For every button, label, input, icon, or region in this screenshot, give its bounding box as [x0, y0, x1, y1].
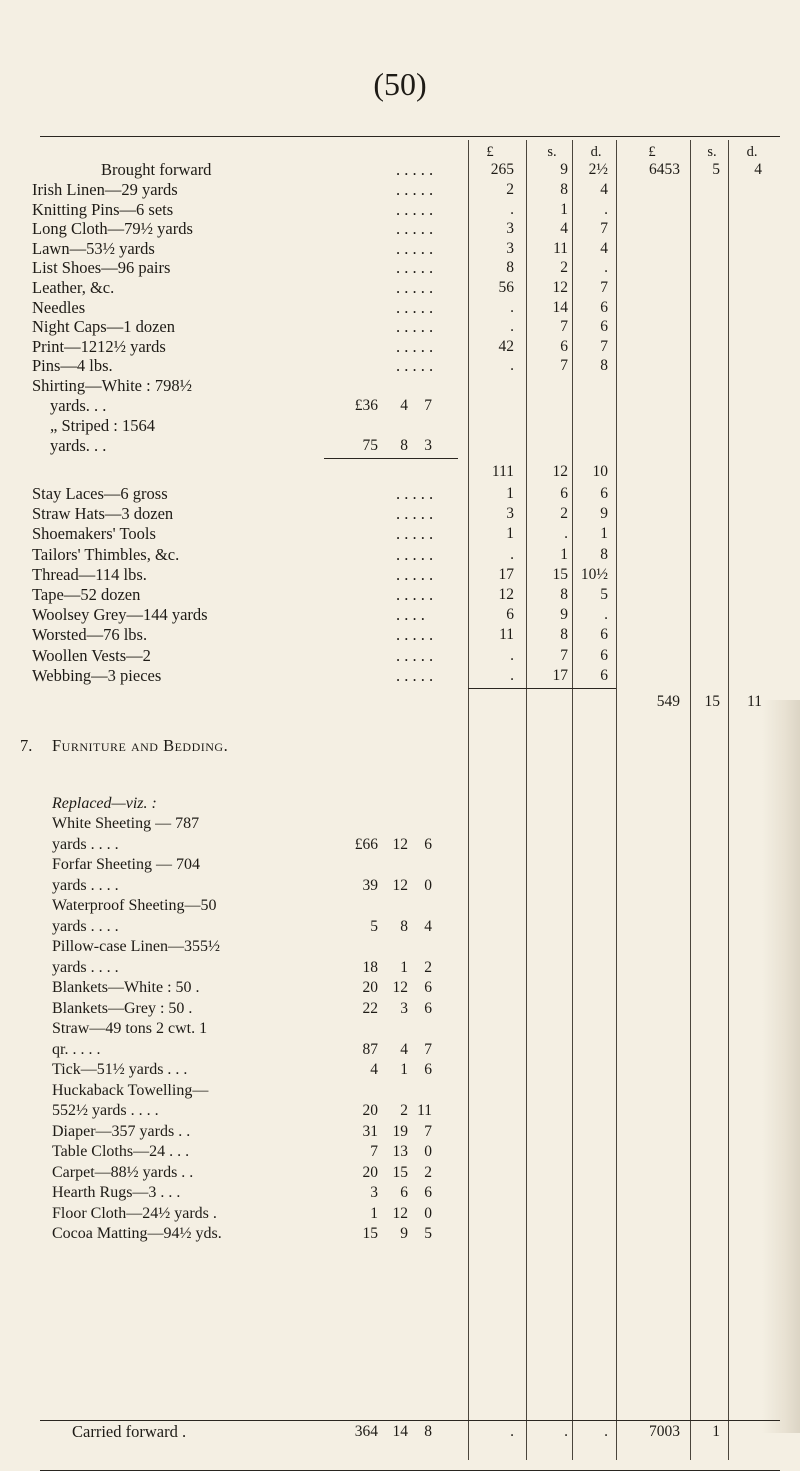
item-amount-pence: 7: [600, 279, 608, 296]
header-shillings-mid: s.: [547, 144, 557, 160]
item-amount-pounds: 3: [370, 1184, 378, 1201]
item-amount-shillings: 2: [560, 505, 568, 523]
item-label: List Shoes—96 pairs: [32, 258, 171, 278]
page-number: (50): [373, 66, 427, 102]
shirting-total-shillings: 12: [552, 463, 568, 480]
section-title: Furniture and Bedding.: [52, 736, 229, 755]
item-amount-shillings: 8: [400, 917, 408, 935]
item-amount-pence: 6: [600, 298, 608, 316]
item-amount-pounds: .: [510, 318, 514, 336]
item-amount-pounds: .: [510, 646, 514, 664]
item-amount-shillings: 12: [392, 1204, 408, 1222]
item-label: yards . . . .: [52, 917, 119, 935]
leader-dots: . . . . .: [396, 625, 434, 645]
item-label: yards . . . .: [52, 835, 119, 853]
carried-forward-total-shillings: 1: [712, 1423, 720, 1440]
header-pounds-right: £: [648, 144, 656, 160]
header-pence-right: d.: [746, 144, 758, 160]
item-amount-shillings: 3: [400, 999, 408, 1017]
leader-dots: . . . . .: [396, 258, 434, 278]
header-shillings-right: s.: [707, 144, 717, 160]
shirting-striped-yards: yards. . .: [50, 436, 107, 455]
item-label: Hearth Rugs—3 . . .: [52, 1184, 181, 1201]
item-label: Pins—4 lbs.: [32, 356, 113, 376]
item-label: Woollen Vests—2: [32, 645, 151, 665]
section-subtotal-shillings: 15: [704, 693, 720, 710]
item-amount-pounds: 3: [506, 239, 514, 257]
item-amount-shillings: 9: [560, 606, 568, 624]
item-label: Thread—114 lbs.: [32, 564, 147, 584]
leader-dots: . . . . .: [396, 564, 434, 584]
item-label: Diaper—357 yards . .: [52, 1122, 191, 1140]
item-label: Huckaback Towelling—: [52, 1081, 209, 1099]
item-amount-pence: 10½: [580, 565, 608, 583]
item-label: Leather, &c.: [32, 278, 115, 297]
item-amount-shillings: 1: [560, 200, 568, 218]
shirting-white-pounds: £36: [354, 397, 378, 414]
item-amount-pence: 4: [424, 917, 432, 935]
leader-dots: . . . . .: [396, 356, 434, 376]
item-amount-pence: 1: [600, 525, 608, 543]
section-subtotal-pounds: 549: [656, 693, 680, 710]
item-amount-shillings: 2: [400, 1102, 408, 1119]
section-subtotal-pence: 11: [747, 693, 762, 710]
item-amount-pounds: 12: [498, 586, 514, 603]
item-amount-pounds: 4: [370, 1061, 378, 1078]
item-amount-pounds: 20: [362, 1163, 378, 1181]
item-amount-shillings: 6: [560, 337, 568, 355]
item-label: Woolsey Grey—144 yards: [32, 605, 208, 625]
shirting-striped-pence: 3: [424, 437, 432, 454]
item-amount-pence: 7: [600, 220, 608, 238]
item-amount-pence: 11: [417, 1102, 432, 1119]
item-amount-pence: 6: [424, 979, 432, 996]
item-label: Shoemakers' Tools: [32, 524, 156, 544]
item-label: Blankets—White : 50 .: [52, 979, 200, 996]
item-amount-shillings: 7: [560, 646, 568, 664]
item-amount-shillings: 14: [552, 298, 568, 316]
carried-forward-rule: [40, 1420, 780, 1421]
leader-dots: . . . . .: [396, 278, 434, 297]
item-label: Tape—52 dozen: [32, 585, 141, 604]
leader-dots: . . . . .: [396, 484, 434, 503]
shirting-label: Shirting—White : 798½: [32, 376, 192, 395]
item-amount-shillings: 13: [392, 1143, 408, 1160]
item-amount-pence: 2: [424, 958, 432, 976]
brought-forward-pence: 2½: [588, 161, 608, 178]
item-label: yards . . . .: [52, 958, 119, 976]
shirting-striped-pounds: 75: [362, 437, 378, 454]
item-label: Pillow-case Linen—355½: [52, 938, 220, 955]
item-amount-pounds: .: [510, 545, 514, 563]
item-amount-pounds: 39: [362, 876, 378, 894]
item-amount-pence: 0: [424, 876, 432, 894]
brought-forward-shillings: 9: [560, 161, 568, 178]
col-rule-right-pence: [728, 140, 729, 1460]
item-amount-pounds: 1: [370, 1204, 378, 1222]
item-amount-pence: 8: [600, 357, 608, 375]
item-label: Tailors' Thimbles, &c.: [32, 544, 180, 564]
item-amount-pence: 0: [424, 1143, 432, 1160]
leader-dots: . . . . .: [396, 645, 434, 665]
item-amount-shillings: 7: [560, 318, 568, 336]
item-amount-shillings: 12: [392, 876, 408, 894]
item-amount-pounds: 6: [506, 606, 514, 624]
carried-forward-dots-shillings: .: [564, 1423, 568, 1440]
item-amount-shillings: 6: [560, 485, 568, 502]
item-amount-shillings: 12: [552, 279, 568, 296]
leader-dots: . . . . .: [396, 504, 434, 524]
item-label: Needles: [32, 297, 86, 317]
item-amount-pounds: 22: [362, 999, 378, 1017]
item-label: Floor Cloth—24½ yards .: [52, 1204, 217, 1222]
item-amount-pounds: .: [510, 666, 514, 684]
item-amount-pence: 4: [600, 239, 608, 257]
item-amount-shillings: .: [564, 525, 568, 543]
item-amount-pounds: .: [510, 357, 514, 375]
item-amount-pence: 6: [600, 318, 608, 336]
item-label: yards . . . .: [52, 876, 119, 894]
carried-forward-dots-pence: .: [604, 1423, 608, 1440]
item-amount-shillings: 17: [552, 666, 568, 684]
header-pounds-mid: £: [486, 144, 494, 160]
item-amount-pence: 6: [600, 666, 608, 684]
item-amount-pounds: 2: [506, 181, 514, 198]
item-amount-pence: 4: [600, 181, 608, 198]
item-label: Worsted—76 lbs.: [32, 625, 148, 645]
col-rule-right-shillings: [690, 140, 691, 1460]
item-amount-pounds: .: [510, 200, 514, 218]
item-amount-pounds: 17: [498, 565, 514, 583]
shirting-striped-shillings: 8: [400, 437, 408, 454]
shirting-subtotal-rule: [324, 458, 458, 459]
leader-dots: . . . . .: [396, 219, 434, 239]
item-amount-shillings: 4: [560, 220, 568, 238]
item-label: Webbing—3 pieces: [32, 665, 162, 685]
item-amount-shillings: 4: [400, 1040, 408, 1058]
item-amount-pounds: .: [510, 298, 514, 316]
brought-forward-pounds: 265: [490, 161, 514, 178]
item-amount-pence: 5: [600, 586, 608, 603]
item-label: Straw—49 tons 2 cwt. 1: [52, 1020, 208, 1037]
section-subtotal-rule: [468, 688, 616, 689]
leader-dots: . . . .: [396, 605, 425, 625]
item-amount-shillings: 1: [400, 1061, 408, 1078]
brought-forward-total-pence: 4: [754, 161, 762, 178]
item-amount-pence: 7: [424, 1040, 432, 1058]
item-amount-shillings: 8: [560, 181, 568, 198]
shirting-white-pence: 7: [424, 397, 432, 414]
item-amount-shillings: 9: [400, 1225, 408, 1242]
item-label: 552½ yards . . . .: [52, 1102, 159, 1119]
leader-dots: . . . . .: [396, 544, 434, 564]
item-label: Table Cloths—24 . . .: [52, 1143, 190, 1160]
item-amount-pounds: 87: [362, 1040, 378, 1058]
section-number: 7.: [20, 736, 33, 755]
item-label: Night Caps—1 dozen: [32, 317, 175, 337]
item-amount-pounds: 20: [362, 1102, 378, 1119]
item-amount-pence: .: [604, 200, 608, 218]
header-pence-mid: d.: [590, 144, 602, 160]
item-label: Print—1212½ yards: [32, 336, 166, 356]
item-amount-shillings: 8: [560, 626, 568, 644]
item-amount-pounds: 3: [506, 220, 514, 238]
item-amount-shillings: 15: [552, 565, 568, 583]
item-label: Tick—51½ yards . . .: [52, 1061, 188, 1078]
page-edge-shadow: [762, 700, 800, 1433]
leader-dots: . . . . .: [396, 524, 434, 544]
col-rule-pence: [572, 140, 573, 1460]
item-label: qr. . . . .: [52, 1040, 101, 1058]
leader-dots: . . . . .: [396, 238, 434, 258]
item-amount-pence: 7: [424, 1122, 432, 1140]
brought-forward-total-shillings: 5: [712, 161, 720, 178]
carried-forward-label: Carried forward .: [72, 1422, 187, 1441]
item-amount-shillings: 12: [392, 979, 408, 996]
item-amount-pence: 9: [600, 505, 608, 523]
leader-dots: . . . . .: [396, 665, 434, 685]
item-amount-pence: 6: [600, 646, 608, 664]
item-amount-pence: 5: [424, 1225, 432, 1242]
item-amount-shillings: 7: [560, 357, 568, 375]
shirting-total-pence: 10: [592, 463, 608, 480]
item-amount-shillings: 19: [392, 1122, 408, 1140]
item-amount-pence: .: [604, 259, 608, 277]
item-amount-shillings: 2: [560, 259, 568, 277]
item-amount-pounds: 42: [498, 337, 514, 355]
item-amount-pence: 6: [424, 835, 432, 853]
item-amount-shillings: 1: [400, 958, 408, 976]
item-amount-pounds: 31: [362, 1122, 378, 1140]
item-amount-pence: 7: [600, 337, 608, 355]
item-amount-pounds: 3: [506, 505, 514, 523]
carried-forward-pounds: 364: [354, 1423, 378, 1440]
item-amount-pence: 8: [600, 545, 608, 563]
item-label: Stay Laces—6 gross: [32, 484, 168, 503]
carried-forward-pence: 8: [424, 1423, 432, 1440]
item-amount-shillings: 11: [553, 239, 568, 257]
item-amount-pence: .: [604, 606, 608, 624]
item-amount-pence: 6: [600, 626, 608, 644]
item-amount-pounds: 7: [370, 1143, 378, 1160]
item-amount-pence: 2: [424, 1163, 432, 1181]
item-amount-pounds: 1: [506, 525, 514, 543]
item-amount-shillings: 8: [560, 586, 568, 603]
leader-dots: . . . . .: [396, 317, 434, 337]
leader-dots: . . . . .: [396, 199, 434, 219]
brought-forward-label: Brought forward: [101, 160, 212, 179]
leader-dots: . . . . .: [396, 180, 434, 199]
brought-forward-dots: . . . . .: [396, 160, 434, 179]
item-amount-pence: 6: [424, 1061, 432, 1078]
item-label: Long Cloth—79½ yards: [32, 219, 193, 239]
item-label: White Sheeting — 787: [52, 815, 200, 832]
col-rule-shillings: [526, 140, 527, 1460]
item-label: Carpet—88½ yards . .: [52, 1163, 194, 1181]
item-amount-pounds: £66: [354, 835, 378, 853]
item-label: Knitting Pins—6 sets: [32, 199, 174, 219]
carried-forward-dots-pounds: .: [510, 1423, 514, 1440]
brought-forward-total-pounds: 6453: [649, 161, 680, 178]
item-amount-shillings: 6: [400, 1184, 408, 1201]
col-rule-right-pounds: [616, 140, 617, 1460]
item-label: Waterproof Sheeting—50: [52, 897, 217, 914]
carried-forward-total-pounds: 7003: [649, 1423, 680, 1440]
item-amount-pounds: 5: [370, 917, 378, 935]
leader-dots: . . . . .: [396, 297, 434, 317]
item-amount-pounds: 15: [362, 1225, 378, 1242]
item-label: Straw Hats—3 dozen: [32, 504, 174, 524]
carried-forward-shillings: 14: [392, 1423, 408, 1440]
leader-dots: . . . . .: [396, 336, 434, 356]
item-label: Blankets—Grey : 50 .: [52, 999, 193, 1017]
item-amount-pence: 6: [600, 485, 608, 502]
leader-dots: . . . . .: [396, 585, 434, 604]
item-amount-pounds: 18: [362, 958, 378, 976]
item-label: Irish Linen—29 yards: [32, 180, 178, 199]
item-amount-pounds: 56: [498, 279, 514, 296]
item-label: Cocoa Matting—94½ yds.: [52, 1225, 222, 1242]
item-label: Lawn—53½ yards: [32, 238, 155, 258]
item-label: Forfar Sheeting — 704: [52, 856, 200, 873]
item-amount-shillings: 15: [392, 1163, 408, 1181]
top-rule: [40, 136, 780, 137]
shirting-white-yards: yards. . .: [50, 396, 107, 415]
item-amount-shillings: 12: [392, 835, 408, 853]
item-amount-pounds: 1: [506, 485, 514, 502]
shirting-total-pounds: 111: [491, 463, 514, 480]
item-amount-pounds: 8: [506, 259, 514, 277]
item-amount-pounds: 20: [362, 979, 378, 996]
replaced-label: Replaced—viz. :: [52, 795, 157, 812]
shirting-white-shillings: 4: [400, 397, 408, 414]
item-amount-shillings: 1: [560, 545, 568, 563]
shirting-striped-label: „ Striped : 1564: [50, 416, 155, 435]
item-amount-pounds: 11: [499, 626, 514, 644]
item-amount-pence: 6: [424, 1184, 432, 1201]
item-amount-pence: 0: [424, 1204, 432, 1222]
item-amount-pence: 6: [424, 999, 432, 1017]
